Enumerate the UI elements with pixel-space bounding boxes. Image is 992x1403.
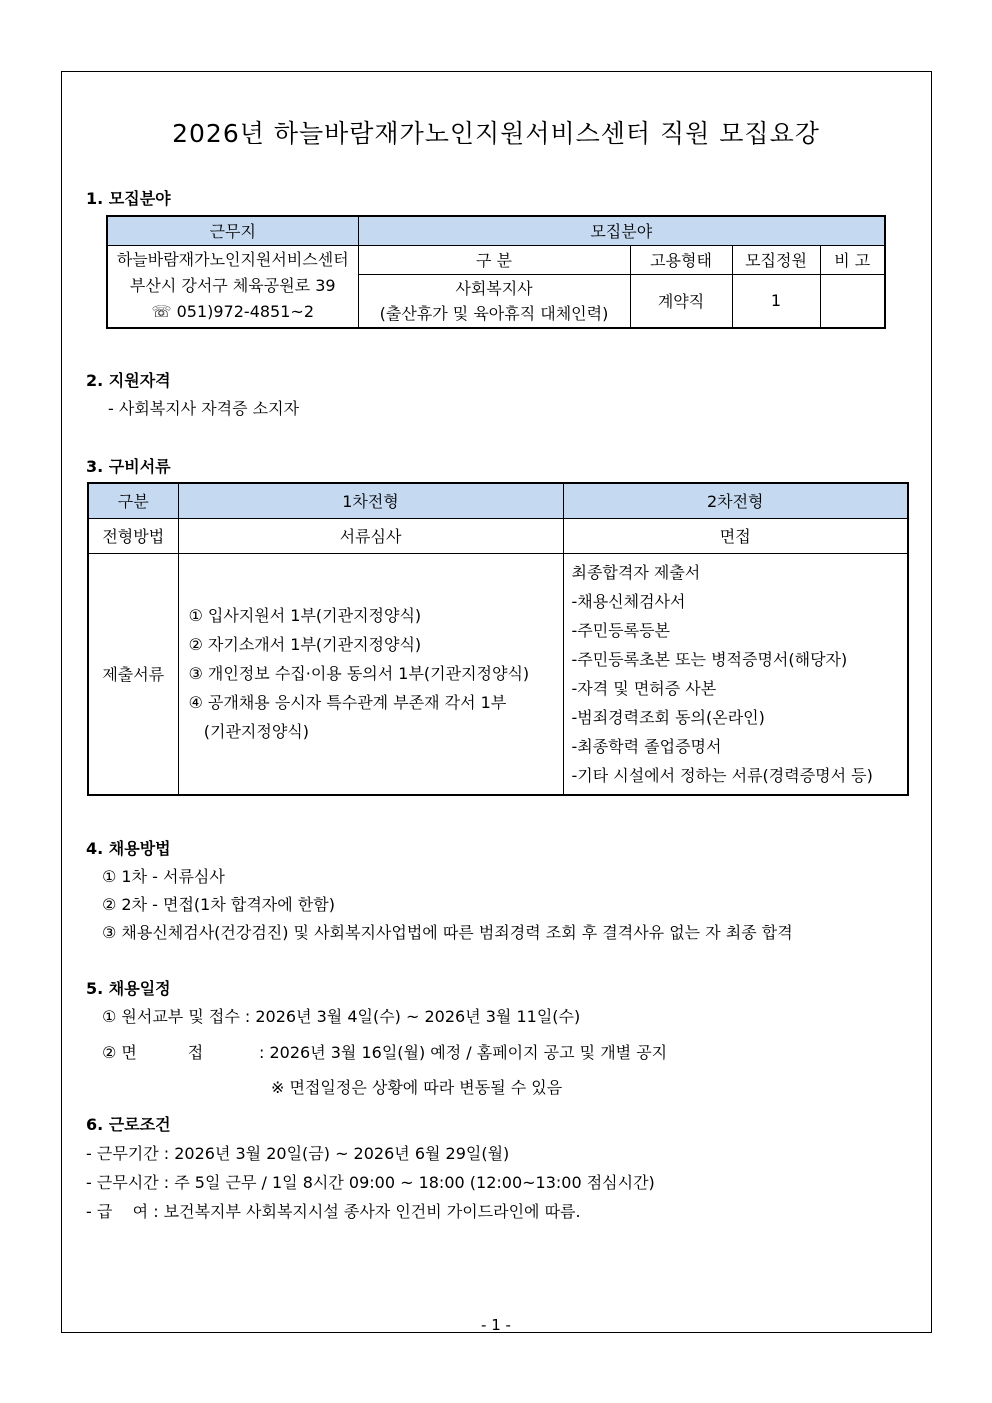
qualification-line: - 사회복지사 자격증 소지자 [108, 399, 300, 418]
method-first: 서류심사 [178, 518, 563, 553]
second-doc-item: -범죄경력조회 동의(온라인) [571, 707, 765, 727]
header-field: 모집분야 [358, 216, 885, 245]
method-item: ③ 채용신체검사(건강검진) 및 사회복지사업법에 따른 범죄경력 조회 후 결격사유 없는 자 최종 합격 [102, 923, 793, 942]
schedule-item-2-label: ② 면 접 [102, 1043, 204, 1062]
method-item: ② 2차 - 면접(1차 합격자에 한함) [102, 895, 335, 914]
second-doc-item: -주민등록초본 또는 병적증명서(해당자) [571, 649, 848, 669]
employment-value: 계약직 [630, 274, 732, 328]
section-1-heading: 1. 모집분야 [86, 189, 171, 208]
schedule-item-2-value: : 2026년 3월 16일(월) 예정 / 홈페이지 공고 및 개별 공지 [259, 1043, 668, 1062]
condition-item: - 급 여 : 보건복지부 사회복지시설 종사자 인건비 가이드라인에 따름. [86, 1202, 581, 1221]
section-6-heading: 6. 근로조건 [86, 1115, 171, 1134]
first-doc-item: (기관지정양식) [188, 722, 309, 742]
document-title: 2026년 하늘바람재가노인지원서비스센터 직원 모집요강 [172, 119, 820, 148]
second-doc-item: -채용신체검사서 [571, 591, 686, 611]
section-4-heading: 4. 채용방법 [86, 839, 171, 858]
docs-label: 제출서류 [88, 553, 178, 795]
workplace-name: 하늘바람재가노인지원서비스센터 [116, 250, 349, 270]
second-stage-docs [563, 553, 908, 795]
note-value [820, 274, 885, 328]
header-workplace: 근무지 [107, 216, 358, 245]
condition-item: - 근무시간 : 주 5일 근무 / 1일 8시간 09:00 ~ 18:00 (12:00~13:00 점심시간) [86, 1173, 655, 1192]
method-item: ① 1차 - 서류심사 [102, 867, 225, 886]
job-cell [358, 274, 630, 328]
header-count: 모집정원 [732, 245, 820, 274]
schedule-note: ※ 면접일정은 상황에 따라 변동될 수 있음 [271, 1078, 563, 1097]
section-2-heading: 2. 지원자격 [86, 371, 171, 390]
header-category: 구분 [88, 483, 178, 518]
header-second-stage: 2차전형 [563, 483, 908, 518]
first-doc-item: ① 입사지원서 1부(기관지정양식) [188, 606, 422, 626]
workplace-phone: ☏ 051)972-4851~2 [151, 302, 314, 322]
first-doc-item: ④ 공개채용 응시자 특수관계 부존재 각서 1부 [188, 693, 507, 713]
header-employment: 고용형태 [630, 245, 732, 274]
documents-table [87, 482, 909, 796]
header-note: 비 고 [820, 245, 885, 274]
workplace-cell [107, 245, 358, 328]
header-type: 구 분 [358, 245, 630, 274]
schedule-item-1: ① 원서교부 및 접수 : 2026년 3월 4일(수) ~ 2026년 3월 11일(수) [102, 1007, 581, 1026]
method-label: 전형방법 [88, 518, 178, 553]
second-doc-item: 최종합격자 제출서 [571, 562, 701, 582]
job-detail: (출산휴가 및 육아휴직 대체인력) [379, 303, 609, 323]
first-doc-item: ③ 개인정보 수집·이용 동의서 1부(기관지정양식) [188, 664, 530, 684]
section-5-heading: 5. 채용일정 [86, 979, 171, 998]
first-stage-docs [178, 553, 563, 795]
count-value: 1 [732, 274, 820, 328]
second-doc-item: -주민등록등본 [571, 620, 671, 640]
second-doc-item: -기타 시설에서 정하는 서류(경력증명서 등) [571, 765, 873, 785]
second-doc-item: -자격 및 면허증 사본 [571, 678, 717, 698]
condition-item: - 근무기간 : 2026년 3월 20일(금) ~ 2026년 6월 29일(월) [86, 1144, 510, 1163]
second-doc-item: -최종학력 졸업증명서 [571, 736, 722, 756]
section-3-heading: 3. 구비서류 [86, 457, 171, 476]
method-second: 면접 [563, 518, 908, 553]
header-first-stage: 1차전형 [178, 483, 563, 518]
page-number: - 1 - [481, 1316, 511, 1334]
job-title: 사회복지사 [455, 278, 533, 298]
recruitment-field-table [106, 215, 886, 329]
workplace-address: 부산시 강서구 체육공원로 39 [129, 276, 336, 296]
first-doc-item: ② 자기소개서 1부(기관지정양식) [188, 635, 422, 655]
